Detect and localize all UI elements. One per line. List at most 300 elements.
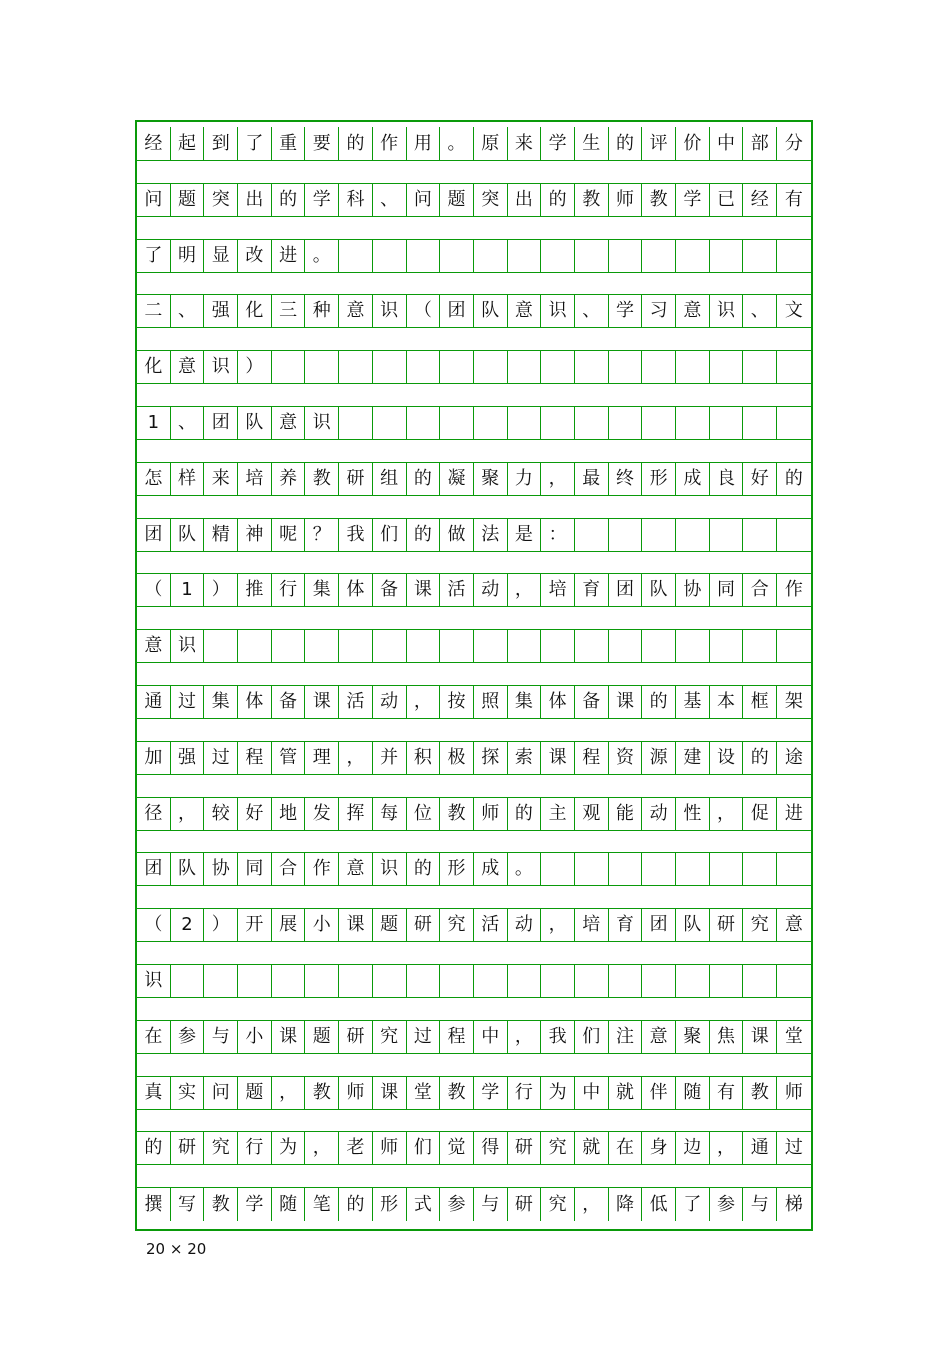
grid-cell [373,406,407,440]
grid-cell [204,964,238,998]
grid-cell [609,629,643,663]
grid-cell [339,350,373,384]
grid-cell: 、 [171,294,205,328]
grid-cell: 识 [204,350,238,384]
grid-cell: 研 [339,1020,373,1054]
grid-row [137,964,811,998]
grid-cell: 组 [373,462,407,496]
grid-cell: 积 [407,741,441,775]
grid-cell: 研 [407,908,441,942]
grid-cell: 的 [609,127,643,161]
grid-cell [743,406,777,440]
grid-cell [710,406,744,440]
grid-cell [508,964,542,998]
grid-cell: 团 [642,908,676,942]
grid-cell: 生 [575,127,609,161]
grid-cell: 识 [305,406,339,440]
grid-cell: 到 [204,127,238,161]
grid-cell [305,964,339,998]
grid-cell: 我 [339,518,373,552]
grid-cell: 意 [642,1020,676,1054]
grid-cell: 活 [339,685,373,719]
grid-cell: 堂 [777,1020,811,1054]
grid-cell [642,964,676,998]
grid-cell: 价 [676,127,710,161]
grid-cell [575,350,609,384]
grid-cell: 教 [575,183,609,217]
grid-cell: 学 [676,183,710,217]
grid-cell [407,406,441,440]
grid-cell: 学 [305,183,339,217]
grid-cell: 集 [508,685,542,719]
grid-cell [743,629,777,663]
grid-cell: 学 [609,294,643,328]
grid-cell [474,629,508,663]
grid-cell: 2 [171,908,205,942]
grid-cell: 加 [137,741,171,775]
grid-cell: 队 [171,518,205,552]
grid-cell: 极 [440,741,474,775]
grid-cell: 研 [508,1131,542,1165]
grid-cell: 意 [272,406,306,440]
grid-cell: 。 [508,852,542,886]
grid-cell [440,629,474,663]
grid-cell: 中 [474,1020,508,1054]
grid-cell: 同 [238,852,272,886]
grid-cell: 备 [575,685,609,719]
grid-row [137,741,811,775]
grid-cell: 意 [171,350,205,384]
grid-cell: 究 [440,908,474,942]
grid-cell: 师 [609,183,643,217]
grid-row [137,406,811,440]
grid-cell: 进 [272,239,306,273]
grid-cell: 为 [272,1131,306,1165]
grid-cell [305,629,339,663]
grid-cell [575,964,609,998]
grid-cell [238,629,272,663]
grid-cell: 与 [743,1187,777,1221]
grid-cell [238,964,272,998]
grid-cell [676,350,710,384]
grid-cell [272,350,306,384]
grid-cell: 的 [777,462,811,496]
grid-cell: 化 [137,350,171,384]
grid-cell [642,518,676,552]
grid-cell [541,239,575,273]
grid-cell [609,518,643,552]
grid-cell: ： [541,518,575,552]
grid-cell: 题 [238,1076,272,1110]
grid-cell [743,239,777,273]
grid-cell: 设 [710,741,744,775]
grid-cell: 究 [204,1131,238,1165]
grid-cell: 出 [508,183,542,217]
grid-cell: 呢 [272,518,306,552]
grid-cell: 理 [305,741,339,775]
grid-row [137,908,811,942]
grid-cell: 开 [238,908,272,942]
grid-cell: 已 [710,183,744,217]
grid-cell: 队 [238,406,272,440]
grid-cell: 集 [204,685,238,719]
grid-cell: 课 [305,685,339,719]
grid-cell: 笔 [305,1187,339,1221]
grid-cell: 动 [642,797,676,831]
grid-cell: 就 [609,1076,643,1110]
grid-cell: 育 [609,908,643,942]
grid-cell: 聚 [474,462,508,496]
grid-cell [407,239,441,273]
grid-cell: 、 [743,294,777,328]
grid-cell: 源 [642,741,676,775]
grid-cell: 得 [474,1131,508,1165]
grid-cell: ， [407,685,441,719]
grid-cell: 的 [339,1187,373,1221]
grid-cell: 在 [609,1131,643,1165]
grid-cell: 架 [777,685,811,719]
grid-cell [676,518,710,552]
grid-cell: 为 [541,1076,575,1110]
grid-cell: 识 [137,964,171,998]
grid-cell: 形 [642,462,676,496]
grid-cell: ， [305,1131,339,1165]
grid-cell: 边 [676,1131,710,1165]
grid-cell: 好 [743,462,777,496]
grid-cell: 团 [440,294,474,328]
grid-cell: 学 [238,1187,272,1221]
grid-cell [541,964,575,998]
grid-cell: 径 [137,797,171,831]
grid-cell: 备 [373,573,407,607]
grid-cell: 教 [743,1076,777,1110]
grid-cell: 建 [676,741,710,775]
grid-cell: 中 [575,1076,609,1110]
grid-cell: 过 [777,1131,811,1165]
grid-cell: ， [541,462,575,496]
grid-cell: 学 [474,1076,508,1110]
grid-cell: 1 [171,573,205,607]
grid-cell: 育 [575,573,609,607]
grid-cell: 小 [238,1020,272,1054]
grid-cell: 队 [474,294,508,328]
grid-cell: 团 [137,518,171,552]
grid-cell: 团 [137,852,171,886]
grid-cell: 觉 [440,1131,474,1165]
grid-cell [777,629,811,663]
grid-row [137,573,811,607]
grid-cell: 题 [440,183,474,217]
grid-cell: 们 [407,1131,441,1165]
grid-cell: 研 [710,908,744,942]
grid-cell: 合 [743,573,777,607]
grid-cell: 式 [407,1187,441,1221]
grid-cell: 研 [339,462,373,496]
grid-row [137,462,811,496]
grid-cell [339,629,373,663]
grid-cell: 的 [407,852,441,886]
grid-cell: 学 [541,127,575,161]
grid-cell: 本 [710,685,744,719]
grid-cell: 队 [171,852,205,886]
grid-cell: 与 [204,1020,238,1054]
grid-cell: 程 [575,741,609,775]
grid-cell: 来 [508,127,542,161]
grid-cell: 教 [305,462,339,496]
grid-cell: 题 [171,183,205,217]
grid-cell: 通 [137,685,171,719]
grid-cell [440,406,474,440]
grid-cell [373,964,407,998]
grid-cell: 的 [407,518,441,552]
grid-cell: 在 [137,1020,171,1054]
grid-cell: 团 [204,406,238,440]
grid-cell [272,629,306,663]
grid-cell: 是 [508,518,542,552]
grid-cell: 、 [373,183,407,217]
grid-cell: 1 [137,406,171,440]
grid-row [137,1187,811,1221]
grid-cell [676,629,710,663]
grid-cell [575,852,609,886]
grid-cell: 课 [743,1020,777,1054]
grid-cell [710,964,744,998]
grid-row [137,1020,811,1054]
grid-cell: 真 [137,1076,171,1110]
grid-cell [339,406,373,440]
grid-cell: 改 [238,239,272,273]
grid-cell [575,239,609,273]
grid-row [137,685,811,719]
grid-cell: 识 [171,629,205,663]
grid-cell: 管 [272,741,306,775]
grid-cell [407,964,441,998]
grid-cell: 过 [204,741,238,775]
grid-cell: 成 [676,462,710,496]
grid-cell: 做 [440,518,474,552]
grid-cell: 出 [238,183,272,217]
grid-cell: 促 [743,797,777,831]
grid-cell: 研 [171,1131,205,1165]
grid-cell: 部 [743,127,777,161]
grid-cell: 焦 [710,1020,744,1054]
grid-cell [777,350,811,384]
grid-cell: 起 [171,127,205,161]
grid-cell: 意 [508,294,542,328]
grid-cell [642,350,676,384]
grid-cell: 行 [508,1076,542,1110]
grid-cell: 发 [305,797,339,831]
grid-cell: 问 [204,1076,238,1110]
grid-cell: 培 [238,462,272,496]
grid-cell [642,239,676,273]
grid-cell: 种 [305,294,339,328]
grid-cell: 活 [474,908,508,942]
grid-cell [609,350,643,384]
grid-cell: 的 [508,797,542,831]
grid-row [137,350,811,384]
grid-cell [373,239,407,273]
grid-cell: 行 [238,1131,272,1165]
grid-cell: 好 [238,797,272,831]
grid-cell [508,629,542,663]
grid-cell: 良 [710,462,744,496]
grid-cell: 协 [676,573,710,607]
grid-cell [777,964,811,998]
grid-cell: 实 [171,1076,205,1110]
grid-row [137,1131,811,1165]
grid-cell: 随 [272,1187,306,1221]
grid-cell [339,964,373,998]
grid-cell: 样 [171,462,205,496]
grid-cell: 教 [440,1076,474,1110]
grid-cell: 参 [440,1187,474,1221]
grid-cell: 培 [541,573,575,607]
grid-cell: 神 [238,518,272,552]
grid-cell: 用 [407,127,441,161]
grid-cell: 问 [137,183,171,217]
grid-cell: 体 [238,685,272,719]
grid-cell: 同 [710,573,744,607]
grid-cell: 了 [676,1187,710,1221]
grid-cell: ？ [305,518,339,552]
grid-cell: 撰 [137,1187,171,1221]
grid-cell: 降 [609,1187,643,1221]
grid-cell [474,350,508,384]
grid-cell [440,350,474,384]
grid-cell: 分 [777,127,811,161]
grid-cell [743,518,777,552]
grid-cell [541,350,575,384]
grid-cell [541,406,575,440]
grid-cell: 有 [710,1076,744,1110]
grid-cell: 课 [609,685,643,719]
grid-cell: 能 [609,797,643,831]
grid-cell: 课 [541,741,575,775]
grid-cell [575,406,609,440]
grid-cell: 。 [440,127,474,161]
grid-cell [204,629,238,663]
grid-cell: 小 [305,908,339,942]
grid-cell [777,239,811,273]
grid-cell [743,852,777,886]
grid-cell [373,629,407,663]
grid-cell: 凝 [440,462,474,496]
grid-cell [440,964,474,998]
grid-cell [642,852,676,886]
grid-cell [474,406,508,440]
grid-cell: 参 [171,1020,205,1054]
grid-cell: 观 [575,797,609,831]
grid-cell: 究 [541,1131,575,1165]
grid-cell [541,629,575,663]
grid-cell: ， [541,908,575,942]
grid-cell: 协 [204,852,238,886]
grid-cell: 重 [272,127,306,161]
grid-cell [743,350,777,384]
grid-cell: 基 [676,685,710,719]
grid-cell: 队 [642,573,676,607]
grid-cell: 化 [238,294,272,328]
grid-cell [710,852,744,886]
grid-cell: 有 [777,183,811,217]
grid-cell: 培 [575,908,609,942]
grid-cell: 我 [541,1020,575,1054]
grid-cell: 文 [777,294,811,328]
grid-cell: 识 [373,294,407,328]
grid-cell: 备 [272,685,306,719]
grid-cell: 按 [440,685,474,719]
grid-cell [474,239,508,273]
grid-cell: 注 [609,1020,643,1054]
grid-cell: 评 [642,127,676,161]
grid-cell: 并 [373,741,407,775]
grid-size-label: 20 × 20 [146,1240,207,1258]
grid-cell: 要 [305,127,339,161]
grid-cell: 、 [171,406,205,440]
grid-cell: 动 [474,573,508,607]
grid-cell: （ [137,573,171,607]
grid-cell: 形 [440,852,474,886]
grid-cell: 较 [204,797,238,831]
grid-cell [710,629,744,663]
grid-cell: 老 [339,1131,373,1165]
grid-cell: 显 [204,239,238,273]
grid-cell: 力 [508,462,542,496]
grid-row [137,294,811,328]
grid-cell [676,406,710,440]
grid-cell: 就 [575,1131,609,1165]
grid-cell: 中 [710,127,744,161]
grid-cell: 意 [676,294,710,328]
grid-cell: 位 [407,797,441,831]
grid-cell: 体 [339,573,373,607]
grid-cell: 经 [137,127,171,161]
grid-cell: 的 [541,183,575,217]
grid-cell [710,518,744,552]
grid-cell: 经 [743,183,777,217]
grid-cell [339,239,373,273]
grid-cell [272,964,306,998]
grid-cell: 课 [407,573,441,607]
grid-cell: ， [171,797,205,831]
grid-cell: 堂 [407,1076,441,1110]
grid-cell: 团 [609,573,643,607]
grid-cell: 意 [339,294,373,328]
grid-cell: 的 [407,462,441,496]
grid-cell: 研 [508,1187,542,1221]
grid-cell: 师 [339,1076,373,1110]
grid-cell: 挥 [339,797,373,831]
grid-cell [474,964,508,998]
manuscript-grid [135,120,813,1231]
grid-cell: 最 [575,462,609,496]
grid-cell [676,239,710,273]
grid-cell: 通 [743,1131,777,1165]
grid-cell: 合 [272,852,306,886]
grid-cell: 聚 [676,1020,710,1054]
grid-cell [642,629,676,663]
grid-cell: 过 [171,685,205,719]
grid-cell: 行 [272,573,306,607]
grid-cell: 识 [541,294,575,328]
grid-cell: 究 [541,1187,575,1221]
grid-cell: 集 [305,573,339,607]
grid-cell: 们 [373,518,407,552]
grid-cell: 作 [373,127,407,161]
grid-cell [407,350,441,384]
grid-cell: 突 [474,183,508,217]
